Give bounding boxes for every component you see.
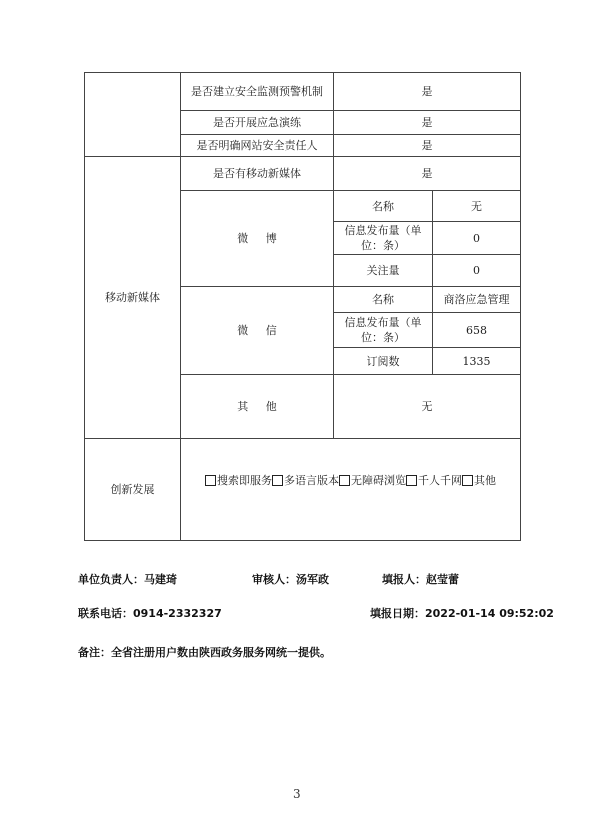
responsible-label: 是否明确网站安全责任人 bbox=[196, 139, 318, 152]
checkbox-icon[interactable] bbox=[462, 475, 473, 486]
drill-value: 是 bbox=[421, 116, 433, 129]
wechat-posts-label: 信息发布量（单位：条） bbox=[344, 316, 422, 344]
has-mobile-media-value: 是 bbox=[421, 167, 433, 180]
other-value: 无 bbox=[421, 400, 433, 413]
contact-phone: 联系电话：0914-2332327 bbox=[78, 607, 222, 620]
weibo-followers-value: 0 bbox=[473, 264, 480, 277]
weibo-followers-label: 关注量 bbox=[366, 264, 400, 277]
option-multilingual[interactable]: 多语言版本 bbox=[272, 473, 339, 488]
checkbox-icon[interactable] bbox=[272, 475, 283, 486]
monitoring-value: 是 bbox=[421, 85, 433, 98]
page-number: 3 bbox=[293, 787, 301, 801]
checkbox-icon[interactable] bbox=[339, 475, 350, 486]
innovation-options bbox=[181, 439, 520, 521]
checkbox-icon[interactable] bbox=[406, 475, 417, 486]
reviewer: 审核人：汤军政 bbox=[252, 573, 329, 586]
unit-head: 单位负责人：马建琦 bbox=[78, 573, 177, 586]
has-mobile-media-label: 是否有移动新媒体 bbox=[213, 167, 301, 180]
option-other[interactable]: 其他 bbox=[462, 473, 496, 488]
weibo-name-label: 名称 bbox=[372, 199, 394, 213]
option-search-as-service[interactable]: 搜索即服务 bbox=[205, 473, 272, 488]
checkbox-icon[interactable] bbox=[205, 475, 216, 486]
drill-label: 是否开展应急演练 bbox=[213, 116, 301, 129]
mobile-media-section-label: 移动新媒体 bbox=[105, 291, 160, 304]
option-accessibility[interactable]: 无障碍浏览 bbox=[339, 473, 406, 488]
responsible-value: 是 bbox=[421, 139, 433, 152]
option-personalized[interactable]: 千人千网 bbox=[406, 473, 462, 488]
weibo-name-value: 无 bbox=[471, 199, 482, 213]
fill-date: 填报日期：2022-01-14 09:52:02 bbox=[370, 607, 554, 620]
filler: 填报人：赵莹蕾 bbox=[382, 573, 459, 586]
wechat-name-value: 商洛应急管理 bbox=[443, 293, 510, 306]
weibo-posts-label: 信息发布量（单位：条） bbox=[344, 224, 422, 252]
weibo-posts-value: 0 bbox=[473, 231, 480, 245]
monitoring-label: 是否建立安全监测预警机制 bbox=[191, 85, 323, 98]
other-label: 其 他 bbox=[237, 400, 277, 413]
wechat-name-label: 名称 bbox=[372, 293, 394, 306]
wechat-label: 微 信 bbox=[237, 324, 277, 337]
wechat-subs-value: 1335 bbox=[462, 354, 491, 368]
footnote: 备注：全省注册用户数由陕西政务服务网统一提供。 bbox=[78, 646, 331, 659]
innovation-label: 创新发展 bbox=[110, 483, 155, 496]
wechat-subs-label: 订阅数 bbox=[366, 354, 400, 368]
weibo-label: 微 博 bbox=[237, 232, 277, 245]
wechat-posts-value: 658 bbox=[466, 323, 487, 337]
